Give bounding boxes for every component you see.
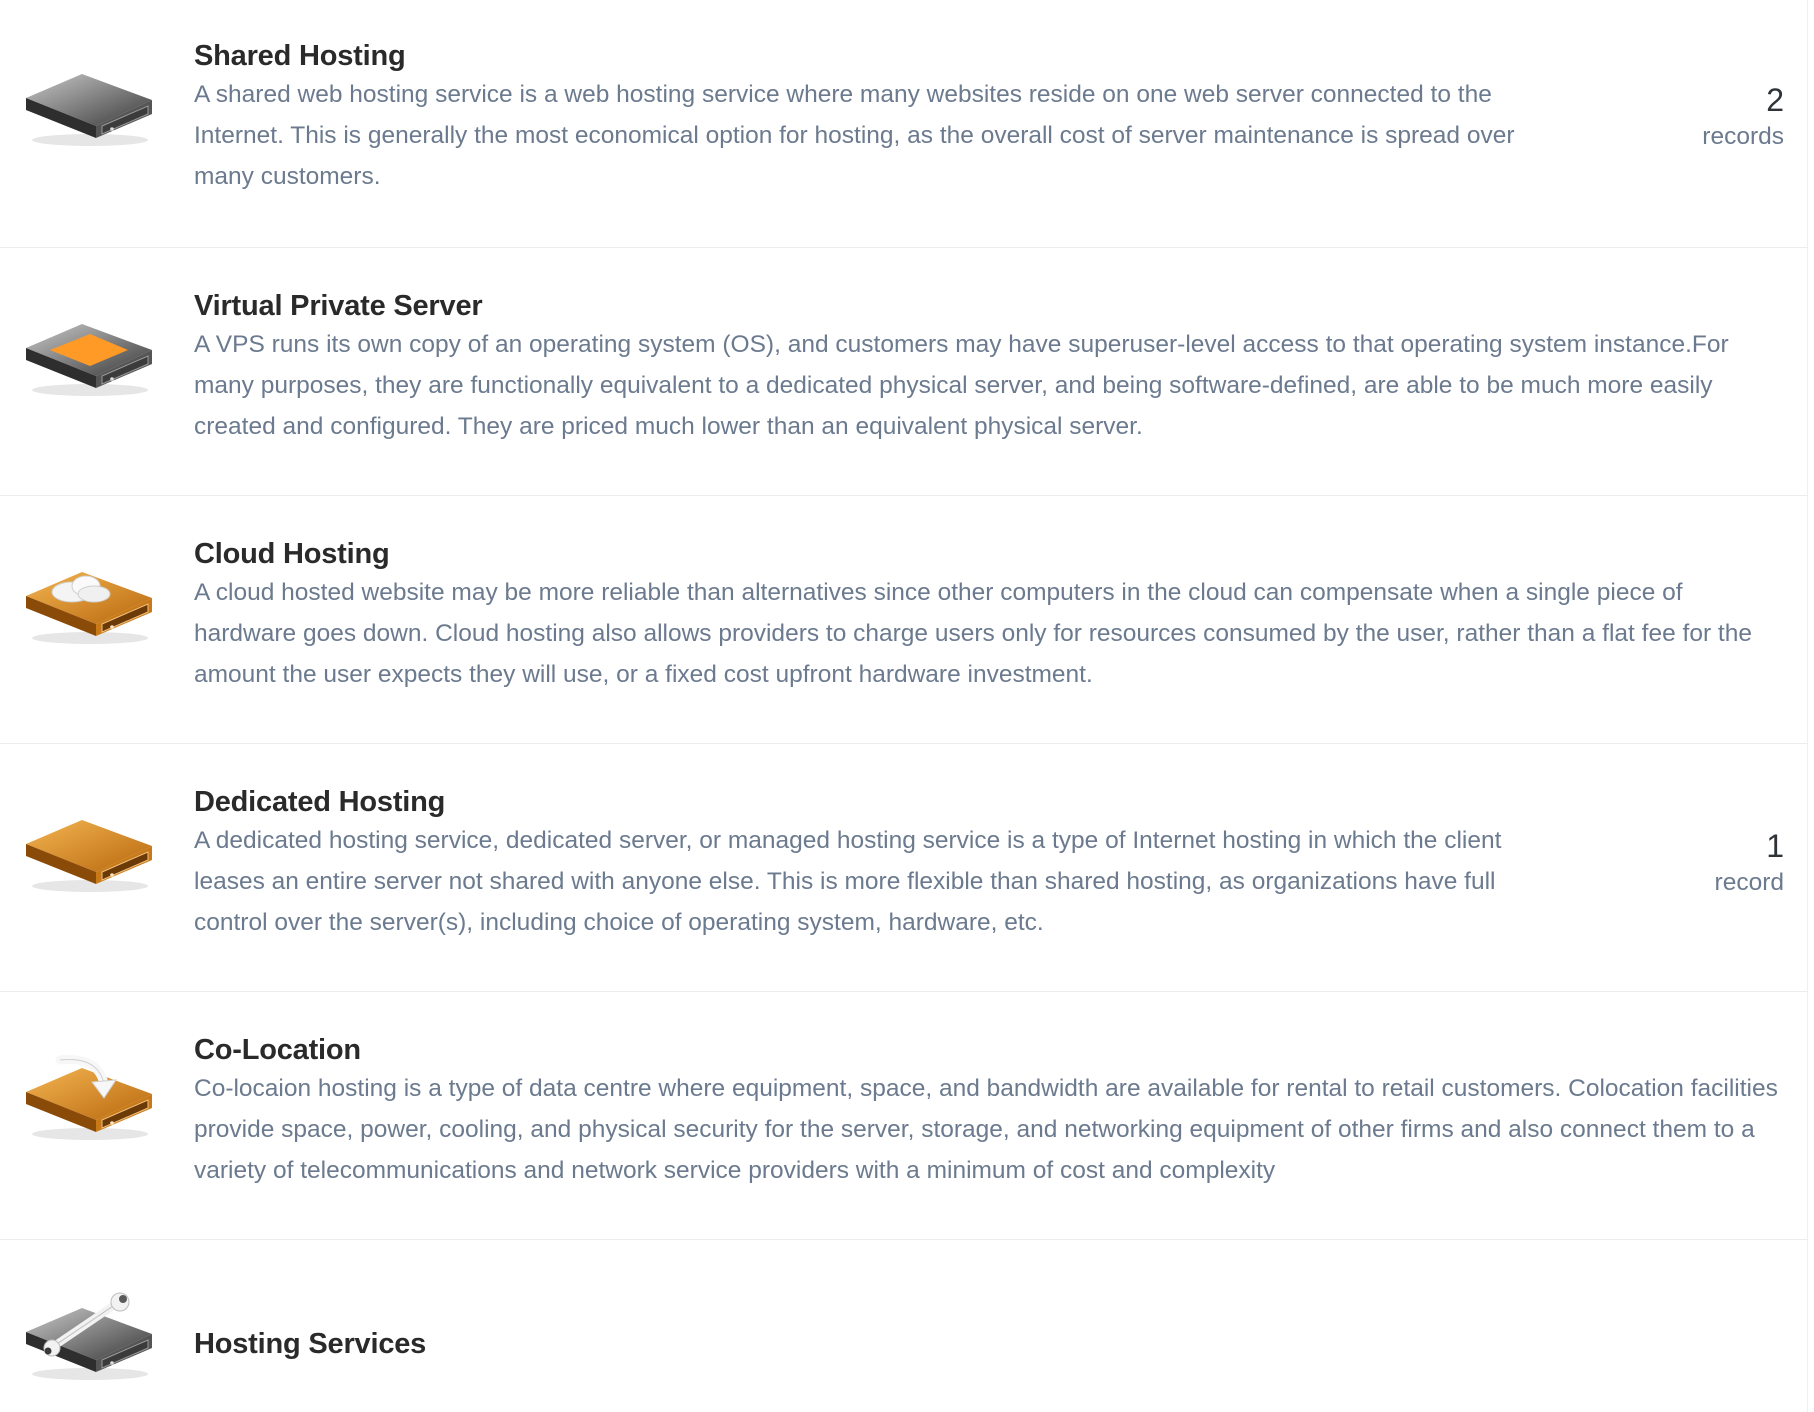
server-wrench-icon [20,1290,158,1386]
category-row-co-location[interactable] [0,992,1808,1240]
record-count-label: record [1714,869,1784,896]
category-title[interactable]: Hosting Services [194,1328,427,1360]
category-title[interactable]: Co-Location [194,1034,361,1066]
record-count [1644,828,1784,902]
server-orange-icon [20,802,158,898]
category-description: A dedicated hosting service, dedicated server, or managed hosting service is a type of Internet hosting in which the client leases an entire server not shared with anyone else. This is more flexible than shared hosting, as organizations have full control over the server(s), including choice of operating system, hardware, etc. [194,827,1502,936]
category-description: Co-locaion hosting is a type of data centre where equipment, space, and bandwidth are available for rental to retail customers. Colocation facilities provide space, power, cooling, and physical security for the server, storage, and networking equipment of other firms and also connect them to a variety of telecommunications and network service providers with a minimum of cost and complexity [194,1075,1778,1184]
server-cloud-icon [20,554,158,650]
category-description: A VPS runs its own copy of an operating system (OS), and customers may have superuser-level access to that operating system instance.For many purposes, they are functionally equivalent to a dedicated physical server, and being software-defined, are able to be much more easily created and configured. They are priced much lower than an equivalent physical server. [194,331,1729,440]
category-row-virtual-private-server[interactable] [0,248,1808,496]
server-vps-icon [20,306,158,402]
record-count-label: records [1702,123,1784,150]
category-title[interactable]: Dedicated Hosting [194,786,446,818]
record-count [1644,82,1784,156]
category-row-dedicated-hosting[interactable] [0,744,1808,992]
category-title[interactable]: Cloud Hosting [194,538,390,570]
category-row-hosting-services[interactable] [0,1240,1808,1412]
category-row-shared-hosting[interactable] [0,0,1808,248]
category-description: A shared web hosting service is a web hosting service where many websites reside on one web server connected to the Internet. This is generally the most economical option for hosting, as the overall cost of server maintenance is spread over many customers. [194,81,1515,190]
server-arrow-icon [20,1050,158,1146]
category-title[interactable]: Shared Hosting [194,40,406,72]
server-dark-icon [20,56,158,152]
record-count-number: 1 [1766,828,1784,864]
category-description: A cloud hosted website may be more reliable than alternatives since other computers in the cloud can compensate when a single piece of hardware goes down. Cloud hosting also allows providers to charge users only for resources consumed by the user, rather than a flat fee for the amount the user expects they will use, or a fixed cost upfront hardware investment. [194,579,1752,688]
category-title[interactable]: Virtual Private Server [194,290,483,322]
record-count-number: 2 [1766,82,1784,118]
category-row-cloud-hosting[interactable] [0,496,1808,744]
